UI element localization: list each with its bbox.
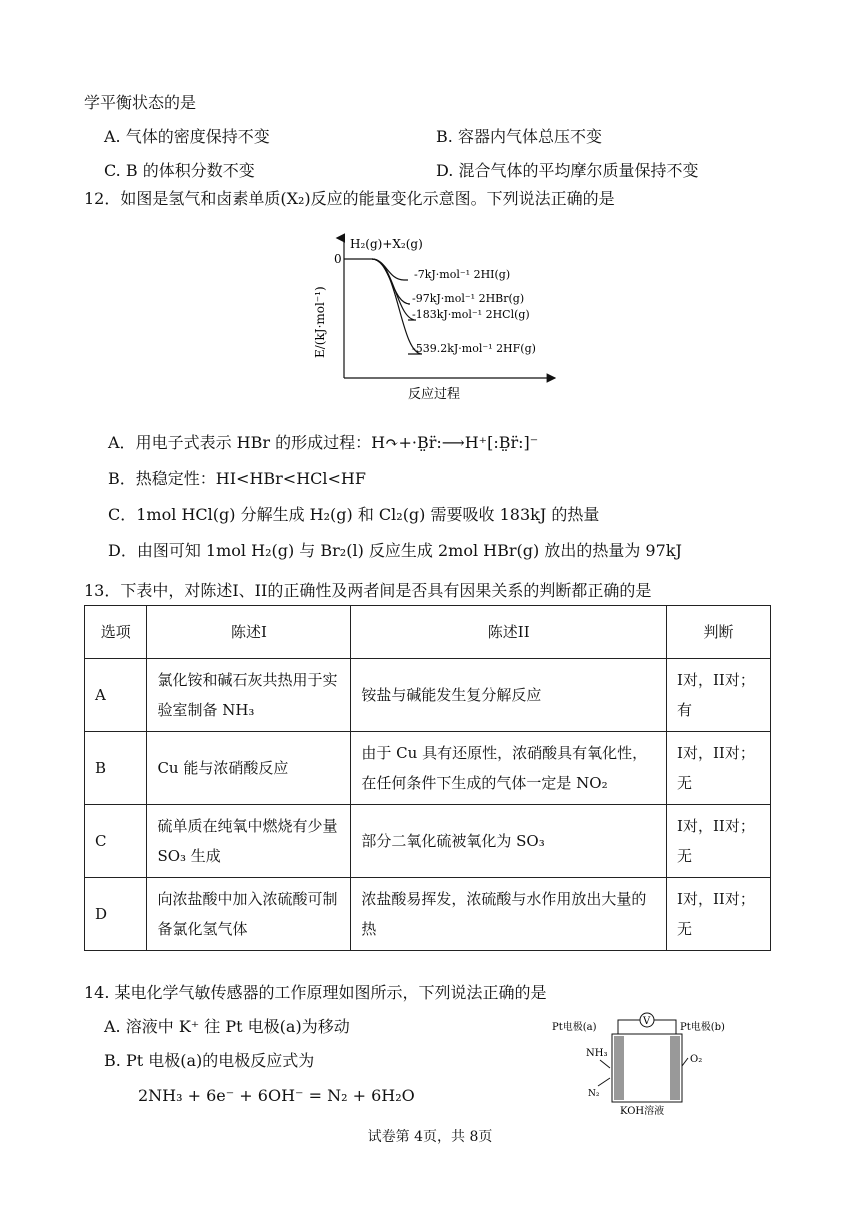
cell-statement-1: 硫单质在纯氧中燃烧有少量 SO₃ 生成: [147, 805, 351, 878]
cell-judgement: I对，II对；无: [667, 732, 771, 805]
q11-option-c: [104, 158, 255, 181]
cell-judgement: I对，II对；有: [667, 659, 771, 732]
voltmeter-label: V: [643, 1016, 651, 1027]
electron-formula-image: H↷+·B̤r̈:⟶H⁺[:B̤r̈:]⁻: [371, 433, 539, 452]
cell-judgement: I对，II对；无: [667, 878, 771, 951]
option-text: 1mol HCl(g) 分解生成 H₂(g) 和 Cl₂(g) 需要吸收 183kJ 的热量: [136, 505, 600, 524]
cell-option: C: [85, 805, 147, 878]
option-key: A.: [104, 1017, 121, 1036]
option-key: A．: [108, 433, 136, 452]
table-row: [85, 878, 771, 951]
n2-arrow: [598, 1078, 610, 1086]
q12-stem: 12．如图是氢气和卤素单质(X₂)反应的能量变化示意图。下列说法正确的是: [84, 189, 615, 208]
energy-level-label: -7kJ·mol⁻¹ 2HI(g): [414, 268, 511, 281]
q11-stem-tail: 学平衡状态的是: [84, 93, 197, 112]
option-key: A.: [104, 127, 121, 146]
nh3-arrow: [600, 1060, 610, 1068]
option-key: D．: [108, 541, 137, 560]
table-row: [85, 805, 771, 878]
electrode-b: [670, 1036, 680, 1100]
cell-option: B: [85, 732, 147, 805]
y-zero-label: 0: [334, 252, 342, 266]
cell-statement-1: 氯化铵和碱石灰共热用于实验室制备 NH₃: [147, 659, 351, 732]
option-text: 溶液中 K⁺ 往 Pt 电极(a)为移动: [125, 1017, 350, 1036]
q11-option-b: [436, 124, 602, 147]
option-key: B．: [108, 469, 136, 488]
q13-table: [84, 605, 771, 951]
cell-option: A: [85, 659, 147, 732]
option-text: B 的体积分数不变: [125, 161, 255, 180]
option-text: 容器内气体总压不变: [457, 127, 602, 146]
q14-equation: 2NH₃ + 6e⁻ + 6OH⁻ = N₂ + 6H₂O: [138, 1086, 415, 1105]
cell-statement-2: 浓盐酸易挥发，浓硫酸与水作用放出大量的热: [351, 878, 667, 951]
q13-stem: 13．下表中，对陈述I、II的正确性及两者间是否具有因果关系的判断都正确的是: [84, 581, 652, 600]
energy-level-label: -97kJ·mol⁻¹ 2HBr(g): [412, 292, 525, 305]
option-key: C.: [104, 161, 121, 180]
q11-option-a: [104, 124, 270, 147]
page-footer: 试卷第 4页，共 8页: [367, 1129, 493, 1145]
energy-curves: [372, 259, 536, 355]
reactants-label: H₂(g)+X₂(g): [350, 237, 423, 251]
cell-option: D: [85, 878, 147, 951]
option-text: 由图可知 1mol H₂(g) 与 Br₂(l) 反应生成 2mol HBr(g) 放出的热量为 97kJ: [136, 541, 682, 560]
o2-arrow: [682, 1058, 688, 1066]
option-key: D.: [436, 161, 454, 180]
cell-statement-1: Cu 能与浓硝酸反应: [147, 732, 351, 805]
header-option: 选项: [85, 606, 147, 659]
q11-option-d: [436, 158, 698, 181]
cell-statement-2: 铵盐与碱能发生复分解反应: [351, 659, 667, 732]
cell-statement-1: 向浓盐酸中加入浓硫酸可制备氯化氢气体: [147, 878, 351, 951]
header-statement-2: 陈述II: [351, 606, 667, 659]
wire-right: [654, 1020, 676, 1034]
q12-option-c: [108, 502, 599, 525]
option-key: B.: [104, 1051, 121, 1070]
wire-left: [618, 1020, 640, 1034]
y-axis-label: E/(kJ·mol⁻¹): [313, 286, 327, 358]
header-statement-1: 陈述I: [147, 606, 351, 659]
o2-label: O₂: [690, 1054, 703, 1065]
electrolyte-label: KOH溶液: [620, 1106, 665, 1117]
nh3-label: NH₃: [586, 1048, 608, 1059]
q14-option-b: [104, 1048, 314, 1071]
energy-diagram: [300, 228, 580, 400]
q12-option-a: [108, 430, 538, 453]
cell-judgement: I对，II对；无: [667, 805, 771, 878]
cell-statement-2: 由于 Cu 具有还原性，浓硝酸具有氧化性，在任何条件下生成的气体一定是 NO₂: [351, 732, 667, 805]
option-text: Pt 电极(a)的电极反应式为: [125, 1051, 315, 1070]
table-header-row: [85, 606, 771, 659]
q14-stem: 14. 某电化学气敏传感器的工作原理如图所示，下列说法正确的是: [84, 983, 547, 1002]
header-judgement: 判断: [667, 606, 771, 659]
x-axis-label: 反应过程: [408, 387, 461, 400]
energy-level-label: -183kJ·mol⁻¹ 2HCl(g): [412, 308, 530, 321]
q14-option-a: [104, 1014, 350, 1037]
option-key: B.: [436, 127, 453, 146]
electrochemical-cell: [548, 1008, 748, 1118]
table-row: [85, 732, 771, 805]
option-key: C．: [108, 505, 137, 524]
cell-statement-2: 部分二氧化硫被氧化为 SO₃: [351, 805, 667, 878]
n2-label: N₂: [588, 1089, 600, 1099]
electrode-a: [614, 1036, 624, 1100]
option-text: 混合气体的平均摩尔质量保持不变: [458, 161, 699, 180]
left-electrode-label: Pt电极(a): [552, 1022, 597, 1033]
option-text: 热稳定性：HI<HBr<HCl<HF: [135, 469, 366, 488]
table-row: [85, 659, 771, 732]
option-text: 气体的密度保持不变: [125, 127, 270, 146]
option-text: 用电子式表示 HBr 的形成过程：: [135, 433, 372, 452]
q12-option-b: [108, 466, 366, 489]
q12-option-d: [108, 538, 682, 561]
right-electrode-label: Pt电极(b): [680, 1022, 725, 1033]
energy-level-label: -539.2kJ·mol⁻¹ 2HF(g): [412, 342, 536, 355]
